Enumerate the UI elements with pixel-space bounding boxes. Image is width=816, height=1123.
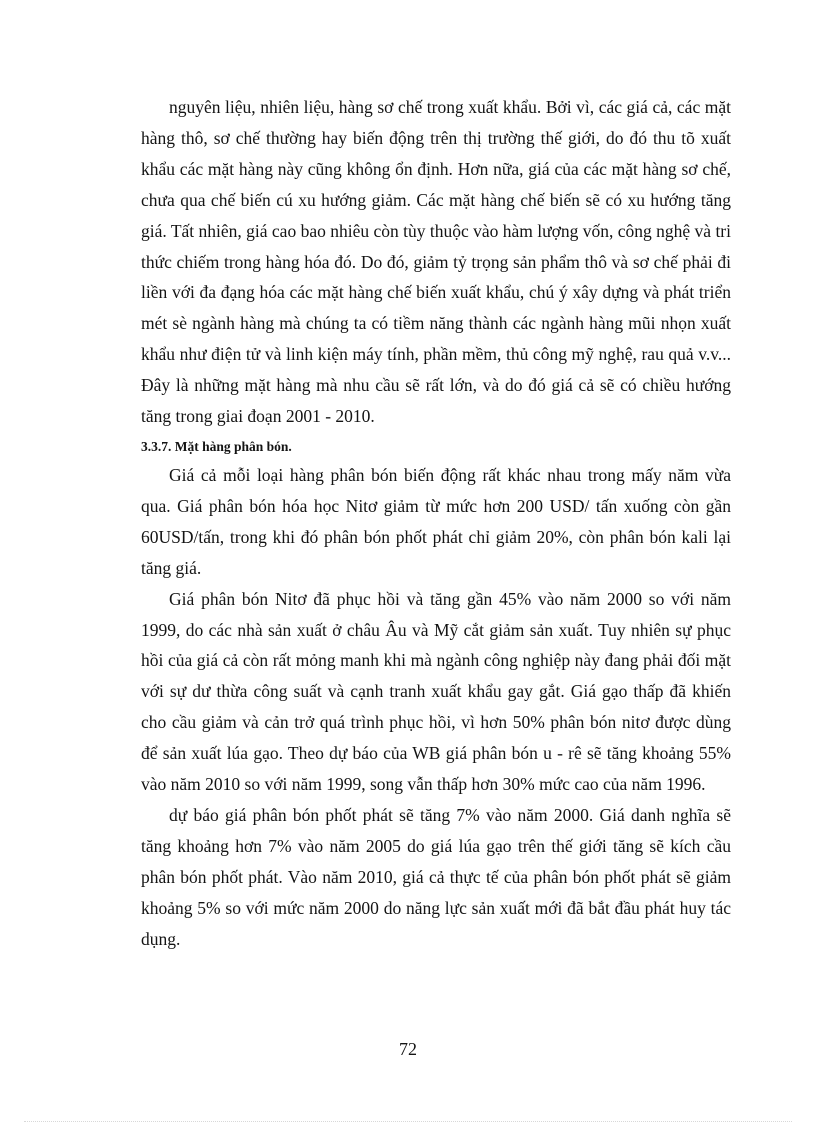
page-content [141, 92, 731, 954]
body-paragraph-3: Giá phân bón Nitơ đã phục hồi và tăng gần 45% vào năm 2000 so với năm 1999, do các nhà sản xuất ở châu Âu và Mỹ cắt giảm sản xuất. Tuy nhiên sự phục hồi của giá cả còn rất mỏng manh khi mà ngành công nghiệp này đang phải đối mặt với sự dư thừa công suất và cạnh tranh xuất khẩu gay gắt. Giá gạo thấp đã khiến cho cầu giảm và cản trở quá trình phục hồi, vì hơn 50% phân bón nitơ được dùng để sản xuất lúa gạo. Theo dự báo của WB giá phân bón u - rê sẽ tăng khoảng 55% vào năm 2010 so với năm 1999, song vẫn thấp hơn 30% mức cao của năm 1996. [141, 588, 731, 795]
page-number: 72 [399, 1039, 417, 1059]
section-heading: 3.3.7. Mặt hàng phân bón. [141, 438, 292, 454]
body-paragraph-2: Giá cả mỗi loại hàng phân bón biến động rất khác nhau trong mấy năm vừa qua. Giá phân bón hóa học Nitơ giảm từ mức hơn 200 USD/ tấn xuống còn gần 60USD/tấn, trong khi đó phân bón phốt phát chỉ giảm 20%, còn phân bón kali lại tăng giá. [141, 464, 731, 578]
body-paragraph-4: dự báo giá phân bón phốt phát sẽ tăng 7% vào năm 2000. Giá danh nghĩa sẽ tăng khoảng hơn 7% vào năm 2005 do giá lúa gạo trên thế giới tăng sẽ kích cầu phân bón phốt phát. Vào năm 2010, giá cả thực tế của phân bón phốt phát sẽ giảm khoảng 5% so với mức năm 2000 do năng lực sản xuất mới đã bắt đầu phát huy tác dụng. [141, 804, 731, 949]
page-bottom-divider [24, 1121, 792, 1122]
body-paragraph-1: nguyên liệu, nhiên liệu, hàng sơ chế trong xuất khẩu. Bởi vì, các giá cả, các mặt hàng thô, sơ chế thường hay biến động trên thị trường thế giới, do đó thu tõ xuất khẩu các mặt hàng này cũng không ổn định. Hơn nữa, giá của các mặt hàng sơ chế, chưa qua chế biến cú xu hướng giảm. Các mặt hàng chế biến sẽ có xu hướng tăng giá. Tất nhiên, giá cao bao nhiêu còn tùy thuộc vào hàm lượng vốn, công nghệ và tri thức chiếm trong hàng hóa đó. Do đó, giảm tỷ trọng sản phẩm thô và sơ chế phải đi liền với đa đạng hóa các mặt hàng chế biến xuất khẩu, chú ý xây dựng và phát triển mét sè ngành hàng mà chúng ta có tiềm năng thành các ngành hàng mũi nhọn xuất khẩu như điện tử và linh kiện máy tính, phần mềm, thủ công mỹ nghệ, rau quả v.v... Đây là những mặt hàng mà nhu cầu sẽ rất lớn, và do đó giá cả sẽ có chiều hướng tăng trong giai đoạn 2001 - 2010. [141, 97, 731, 427]
